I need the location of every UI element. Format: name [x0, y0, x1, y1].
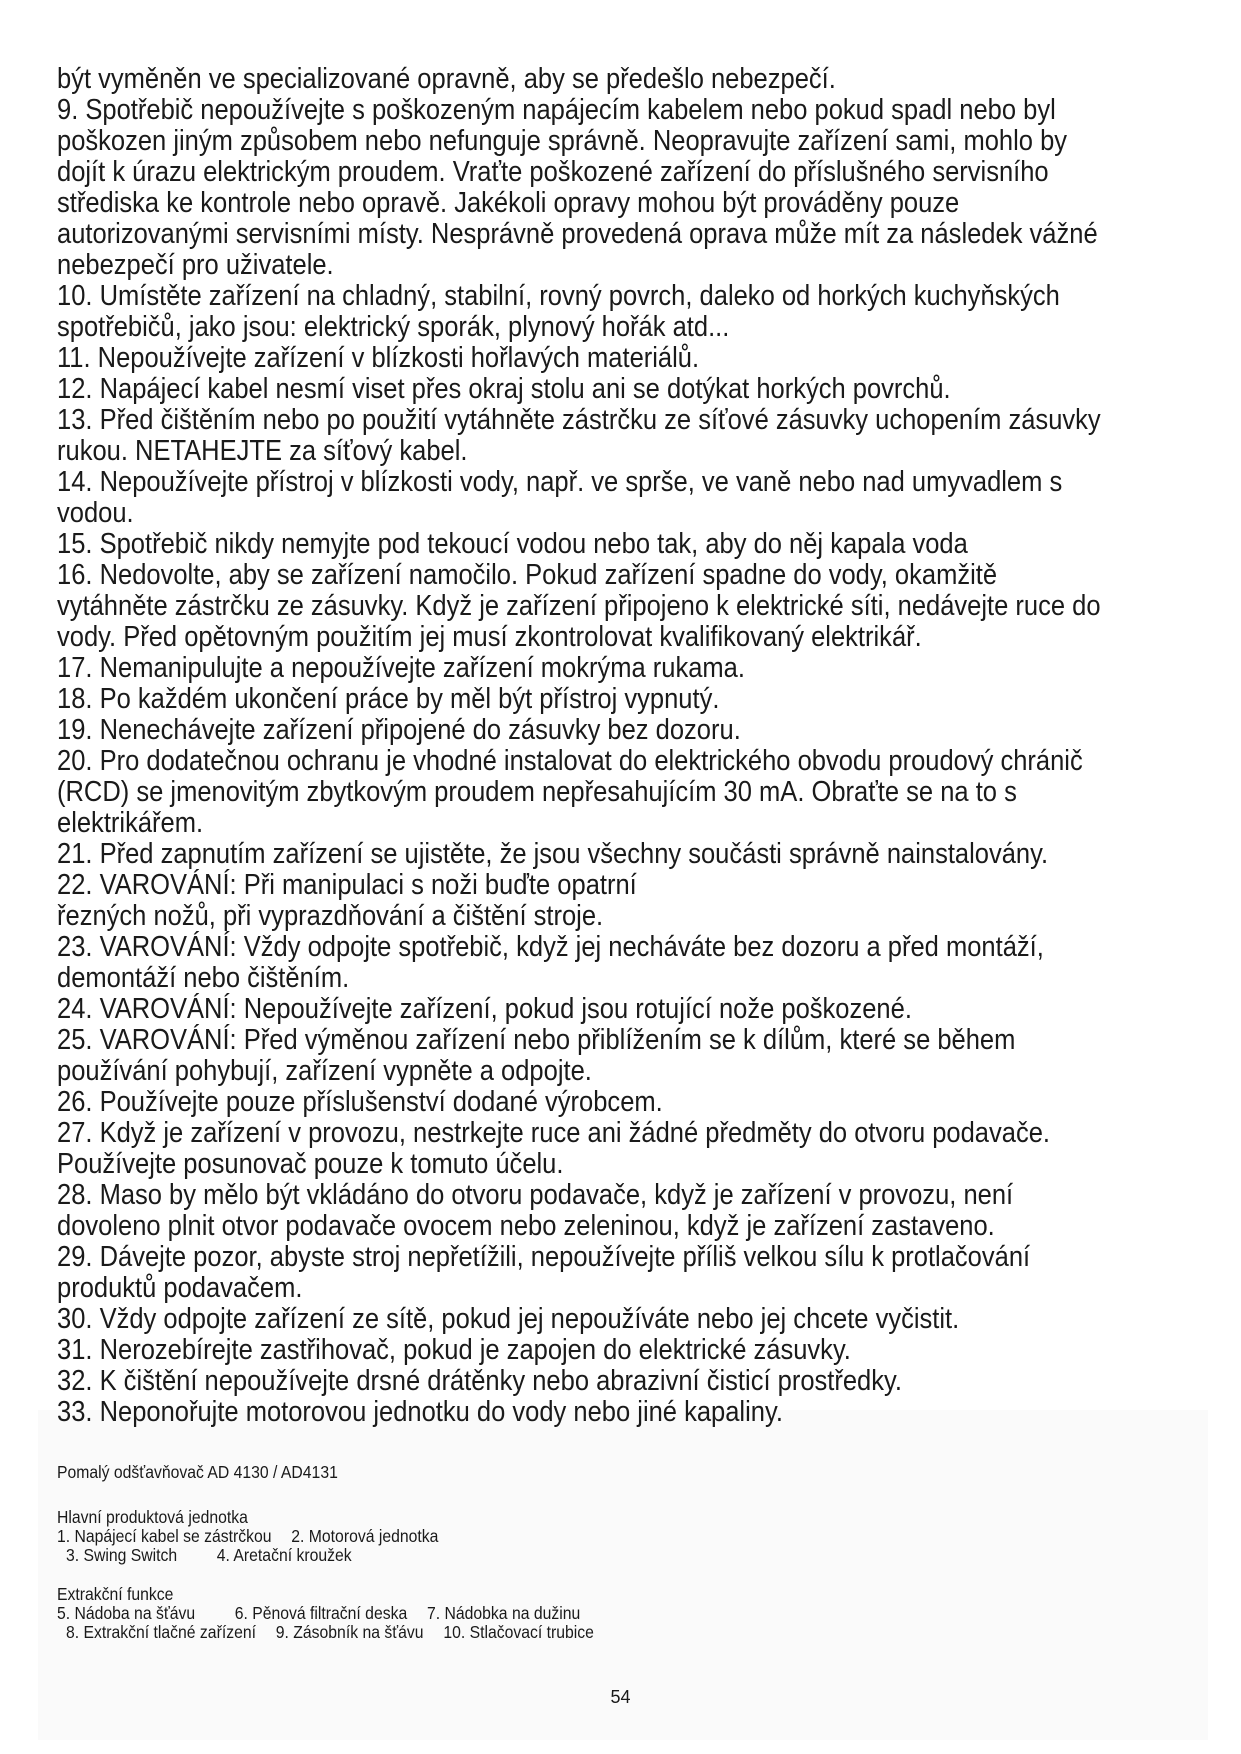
text-line: (RCD) se jmenovitým zbytkovým proudem nepřesahujícím 30 mA. Obraťte se na to s: [57, 776, 1017, 808]
text-line: 25. VAROVÁNÍ: Před výměnou zařízení nebo přiblížením se k dílům, které se během: [57, 1024, 1016, 1056]
text-line: demontáží nebo čištěním.: [57, 962, 350, 994]
text-line: vytáhněte zástrčku ze zásuvky. Když je zařízení připojeno k elektrické síti, nedávejte ruce do: [57, 590, 1101, 622]
text-line: 21. Před zapnutím zařízení se ujistěte, že jsou všechny součásti správně nainstalovány.: [57, 838, 1049, 870]
text-line: 13. Před čištěním nebo po použití vytáhněte zástrčku ze síťové zásuvky uchopením zásuvky: [57, 404, 1101, 436]
text-line: 28. Maso by mělo být vkládáno do otvoru podavače, když je zařízení v provozu, není: [57, 1179, 1014, 1211]
part-item: 2. Motorová jednotka: [291, 1526, 439, 1546]
text-line: 19. Nenechávejte zařízení připojené do zásuvky bez dozoru.: [57, 714, 741, 746]
text-line: 12. Napájecí kabel nesmí viset přes okraj stolu ani se dotýkat horkých povrchů.: [57, 373, 951, 405]
part-item: 4. Aretační kroužek: [216, 1545, 352, 1565]
main-unit-row: [57, 1546, 594, 1565]
text-line: 32. K čištění nepoužívejte drsné drátěnky nebo abrazivní čisticí prostředky.: [57, 1365, 902, 1397]
text-line: 20. Pro dodatečnou ochranu je vhodné instalovat do elektrického obvodu proudový chránič: [57, 745, 1083, 777]
text-line: nebezpečí pro uživatele.: [57, 249, 334, 281]
page-number: 54: [610, 1687, 631, 1707]
part-item: 6. Pěnová filtrační deska: [234, 1603, 408, 1623]
text-line: 11. Nepoužívejte zařízení v blízkosti hořlavých materiálů.: [57, 342, 700, 374]
text-line: rukou. NETAHEJTE za síťový kabel.: [57, 435, 468, 467]
text-line: 33. Neponořujte motorovou jednotku do vody nebo jiné kapaliny.: [57, 1396, 783, 1428]
text-line: 9. Spotřebič nepoužívejte s poškozeným napájecím kabelem nebo pokud spadl nebo byl: [57, 94, 1056, 126]
part-item: 8. Extrakční tlačné zařízení: [66, 1622, 256, 1642]
parts-list: [57, 1463, 594, 1642]
safety-instructions: [57, 64, 1201, 1428]
text-line: řezných nožů, při vyprazdňování a čištění stroje.: [57, 900, 604, 932]
text-line: 15. Spotřebič nikdy nemyjte pod tekoucí vodou nebo tak, aby do něj kapala voda: [57, 528, 968, 560]
text-line: poškozen jiným způsobem nebo nefunguje správně. Neopravujte zařízení sami, mohlo by: [57, 125, 1068, 157]
extraction-row: [57, 1623, 594, 1642]
main-unit-heading: Hlavní produktová jednotka: [57, 1507, 248, 1527]
text-line: dojít k úrazu elektrickým proudem. Vraťte poškozené zařízení do příslušného servisního: [57, 156, 1049, 188]
extraction-row: [57, 1604, 594, 1623]
text-line: vodou.: [57, 497, 134, 529]
text-line: 24. VAROVÁNÍ: Nepoužívejte zařízení, pokud jsou rotující nože poškozené.: [57, 993, 912, 1025]
part-item: 9. Zásobník na šťávu: [275, 1622, 424, 1642]
part-item: 1. Napájecí kabel se zástrčkou: [57, 1526, 272, 1546]
text-line: dovoleno plnit otvor podavače ovocem nebo zeleninou, když je zařízení zastaveno.: [57, 1210, 995, 1242]
extraction-heading: Extrakční funkce: [57, 1584, 174, 1604]
text-line: produktů podavačem.: [57, 1272, 303, 1304]
part-item: 10. Stlačovací trubice: [443, 1622, 594, 1642]
text-line: být vyměněn ve specializované opravně, aby se předešlo nebezpečí.: [57, 63, 836, 95]
text-line: vody. Před opětovným použitím jej musí zkontrolovat kvalifikovaný elektrikář.: [57, 621, 922, 653]
text-line: 30. Vždy odpojte zařízení ze sítě, pokud jej nepoužíváte nebo jej chcete vyčistit.: [57, 1303, 960, 1335]
text-line: 16. Nedovolte, aby se zařízení namočilo. Pokud zařízení spadne do vody, okamžitě: [57, 559, 998, 591]
text-line: 26. Používejte pouze příslušenství dodané výrobcem.: [57, 1086, 663, 1118]
text-line: 27. Když je zařízení v provozu, nestrkejte ruce ani žádné předměty do otvoru podavače.: [57, 1117, 1051, 1149]
text-line: 31. Nerozebírejte zastřihovač, pokud je zapojen do elektrické zásuvky.: [57, 1334, 851, 1366]
text-line: 29. Dávejte pozor, abyste stroj nepřetížili, nepoužívejte příliš velkou sílu k protlačování: [57, 1241, 1031, 1273]
text-line: elektrikářem.: [57, 807, 204, 839]
part-item: 7. Nádobka na dužinu: [427, 1603, 581, 1623]
text-line: 23. VAROVÁNÍ: Vždy odpojte spotřebič, když jej necháváte bez dozoru a před montáží,: [57, 931, 1044, 963]
text-line: Používejte posunovač pouze k tomuto účelu.: [57, 1148, 564, 1180]
text-line: spotřebičů, jako jsou: elektrický sporák, plynový hořák atd...: [57, 311, 730, 343]
text-line: autorizovanými servisními místy. Nesprávně provedená oprava může mít za následek vážné: [57, 218, 1098, 250]
text-line: 10. Umístěte zařízení na chladný, stabilní, rovný povrch, daleko od horkých kuchyňských: [57, 280, 1060, 312]
text-line: používání pohybují, zařízení vypněte a odpojte.: [57, 1055, 592, 1087]
text-line: 14. Nepoužívejte přístroj v blízkosti vody, např. ve sprše, ve vaně nebo nad umyvadlem s: [57, 466, 1063, 498]
text-line: střediska ke kontrole nebo opravě. Jakékoli opravy mohou být prováděny pouze: [57, 187, 960, 219]
main-unit-section: [57, 1508, 594, 1565]
text-line: 22. VAROVÁNÍ: Při manipulaci s noži buďte opatrní: [57, 869, 637, 901]
extraction-section: [57, 1585, 594, 1642]
part-item: 3. Swing Switch: [66, 1545, 178, 1565]
product-title: Pomalý odšťavňovač AD 4130 / AD4131: [57, 1462, 338, 1482]
main-unit-row: [57, 1527, 594, 1546]
part-item: 5. Nádoba na šťávu: [57, 1603, 196, 1623]
text-line: 18. Po každém ukončení práce by měl být přístroj vypnutý.: [57, 683, 720, 715]
text-line: 17. Nemanipulujte a nepoužívejte zařízení mokrýma rukama.: [57, 652, 745, 684]
